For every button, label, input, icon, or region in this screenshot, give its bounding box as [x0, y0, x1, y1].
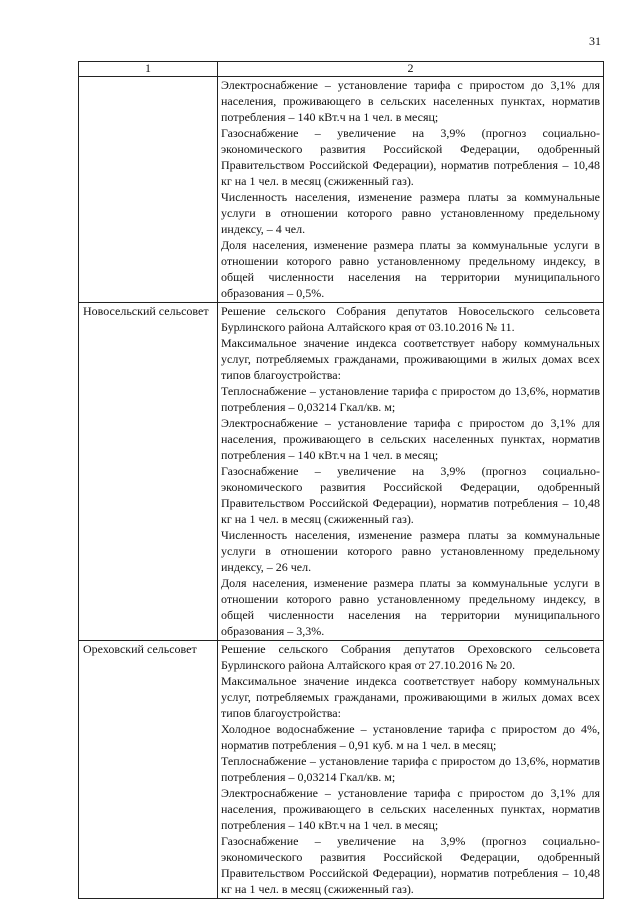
description-cell — [218, 303, 604, 641]
paragraph: Теплоснабжение – установление тарифа с приростом до 13,6%, норматив потребления – 0,03214 Гкал/кв. м; — [221, 384, 600, 414]
municipality-name: Ореховский сельсовет — [79, 641, 218, 899]
paragraph: Газоснабжение – увеличение на 3,9% (прогноз социально-экономического развития Российской Федерации, одобренный Правительством Российской Федерации), норматив потребления – 10,48 кг на 1 чел. в месяц (сжиженный газ). — [221, 464, 600, 526]
column-header-2: 2 — [218, 62, 604, 77]
paragraph: Максимальное значение индекса соответствует набору коммунальных услуг, потребляемых гражданами, проживающими в жилых домах всех типов благоустройства: — [221, 674, 600, 720]
paragraph: Численность населения, изменение размера платы за коммунальные услуги в отношении которого равно установленному предельному индексу, – 26 чел. — [221, 528, 600, 574]
paragraph: Электроснабжение – установление тарифа с приростом до 3,1% для населения, проживающего в сельских населенных пунктах, норматив потребления – 140 кВт.ч на 1 чел. в месяц; — [221, 786, 600, 832]
paragraph: Максимальное значение индекса соответствует набору коммунальных услуг, потребляемых гражданами, проживающими в жилых домах всех типов благоустройства: — [221, 336, 600, 382]
paragraph: Решение сельского Собрания депутатов Ореховского сельсовета Бурлинского района Алтайского края от 27.10.2016 № 20. — [221, 642, 600, 672]
paragraph: Электроснабжение – установление тарифа с приростом до 3,1% для населения, проживающего в сельских населенных пунктах, норматив потребления – 140 кВт.ч на 1 чел. в месяц; — [221, 78, 600, 124]
municipality-name: Новосельский сельсовет — [79, 303, 218, 641]
paragraph: Численность населения, изменение размера платы за коммунальные услуги в отношении которого равно установленному предельному индексу, – 4 чел. — [221, 190, 600, 236]
paragraph: Решение сельского Собрания депутатов Новосельского сельсовета Бурлинского района Алтайского края от 03.10.2016 № 11. — [221, 304, 600, 334]
paragraph: Газоснабжение – увеличение на 3,9% (прогноз социально-экономического развития Российской Федерации, одобренный Правительством Российской Федерации), норматив потребления – 10,48 кг на 1 чел. в месяц (сжиженный газ). — [221, 834, 600, 896]
header-row — [79, 62, 604, 77]
paragraph: Холодное водоснабжение – установление тарифа с приростом до 4%, норматив потребления – 0,91 куб. м на 1 чел. в месяц; — [221, 722, 600, 752]
column-header-1: 1 — [79, 62, 218, 77]
data-table — [78, 61, 604, 899]
page-number: 31 — [589, 34, 601, 48]
paragraph: Электроснабжение – установление тарифа с приростом до 3,1% для населения, проживающего в сельских населенных пунктах, норматив потребления – 140 кВт.ч на 1 чел. в месяц; — [221, 416, 600, 462]
paragraph: Газоснабжение – увеличение на 3,9% (прогноз социально-экономического развития Российской Федерации, одобренный Правительством Российской Федерации), норматив потребления – 10,48 кг на 1 чел. в месяц (сжиженный газ). — [221, 126, 600, 188]
municipality-name — [79, 77, 218, 303]
paragraph: Доля населения, изменение размера платы за коммунальные услуги в отношении которого равно установленному предельному индексу, в общей численности населения на территории муниципального образования – 0,5%. — [221, 238, 600, 300]
description-cell — [218, 77, 604, 303]
description-cell — [218, 641, 604, 899]
table-row — [79, 77, 604, 303]
table-row — [79, 641, 604, 899]
table-row — [79, 303, 604, 641]
paragraph: Теплоснабжение – установление тарифа с приростом до 13,6%, норматив потребления – 0,03214 Гкал/кв. м; — [221, 754, 600, 784]
paragraph: Доля населения, изменение размера платы за коммунальные услуги в отношении которого равно установленному предельному индексу, в общей численности населения на территории муниципального образования – 3,3%. — [221, 576, 600, 638]
